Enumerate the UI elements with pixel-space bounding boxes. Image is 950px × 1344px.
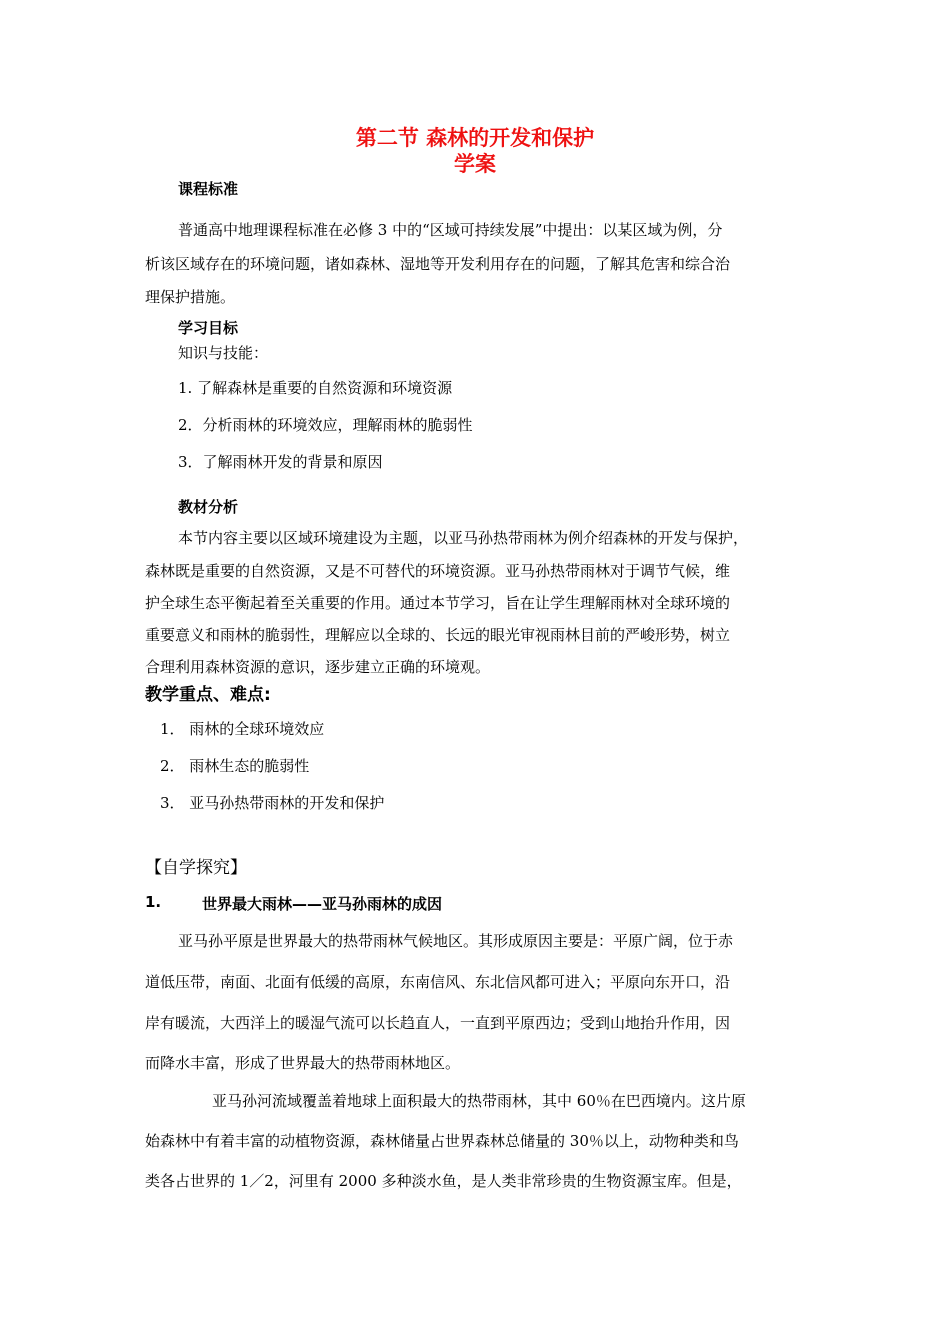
analysis-line: 森林既是重要的自然资源，又是不可替代的环境资源。亚马孙热带雨林对于调节气候，维	[145, 562, 731, 580]
objective-item: 3．了解雨林开发的背景和原因	[178, 453, 383, 471]
key-point-item: 1． 雨林的全球环境效应	[160, 720, 325, 738]
section-title: 世界最大雨林——亚马孙雨林的成因	[202, 895, 443, 913]
key-points-heading: 教学重点、难点:	[145, 685, 271, 705]
analysis-line: 本节内容主要以区域环境建设为主题，以亚马孙热带雨林为例介绍森林的开发与保护，	[178, 529, 749, 547]
course-standard-line: 理保护措施。	[145, 288, 236, 306]
key-point-item: 2． 雨林生态的脆弱性	[160, 757, 310, 775]
analysis-line: 护全球生态平衡起着至关重要的作用。通过本节学习，旨在让学生理解雨林对全球环境的	[145, 594, 731, 612]
analysis-line: 合理利用森林资源的意识，逐步建立正确的环境观。	[145, 658, 491, 676]
paragraph-line: 始森林中有着丰富的动植物资源，森林储量占世界森林总储量的 30％以上，动物种类和鸟	[145, 1132, 739, 1150]
paragraph-line: 亚马孙平原是世界最大的热带雨林气候地区。其形成原因主要是：平原广阔，位于赤	[178, 932, 734, 950]
objective-item: 1. 了解森林是重要的自然资源和环境资源	[178, 379, 453, 397]
page-subtitle: 学案	[454, 152, 496, 176]
analysis-heading: 教材分析	[178, 498, 239, 516]
paragraph-line: 岸有暖流，大西洋上的暖湿气流可以长趋直人，一直到平原西边；受到山地抬升作用，因	[145, 1014, 731, 1032]
course-standard-heading: 课程标准	[178, 180, 239, 198]
course-standard-line: 析该区域存在的环境问题，诸如森林、湿地等开发利用存在的问题，了解其危害和综合治	[145, 255, 731, 273]
paragraph-line: 类各占世界的 1／2，河里有 2000 多种淡水鱼，是人类非常珍贵的生物资源宝库。但是，	[145, 1172, 742, 1190]
paragraph-line: 而降水丰富，形成了世界最大的热带雨林地区。	[145, 1054, 461, 1072]
key-point-item: 3． 亚马孙热带雨林的开发和保护	[160, 794, 385, 812]
objective-item: 2．分析雨林的环境效应，理解雨林的脆弱性	[178, 416, 473, 434]
objectives-heading: 学习目标	[178, 319, 239, 337]
section-number: 1.	[145, 893, 162, 911]
self-study-heading: 【自学探究】	[145, 858, 247, 878]
page-title: 第二节 森林的开发和保护	[355, 126, 595, 150]
objectives-subheading: 知识与技能：	[178, 344, 269, 362]
analysis-line: 重要意义和雨林的脆弱性，理解应以全球的、长远的眼光审视雨林目前的严峻形势，树立	[145, 626, 731, 644]
paragraph-line: 道低压带，南面、北面有低缓的高原，东南信风、东北信风都可进入；平原向东开口，沿	[145, 973, 731, 991]
paragraph-line: 亚马孙河流域覆盖着地球上面积最大的热带雨林，其中 60％在巴西境内。这片原	[212, 1092, 746, 1110]
course-standard-line: 普通高中地理课程标准在必修 3 中的“区域可持续发展”中提出：以某区域为例，分	[178, 221, 723, 239]
